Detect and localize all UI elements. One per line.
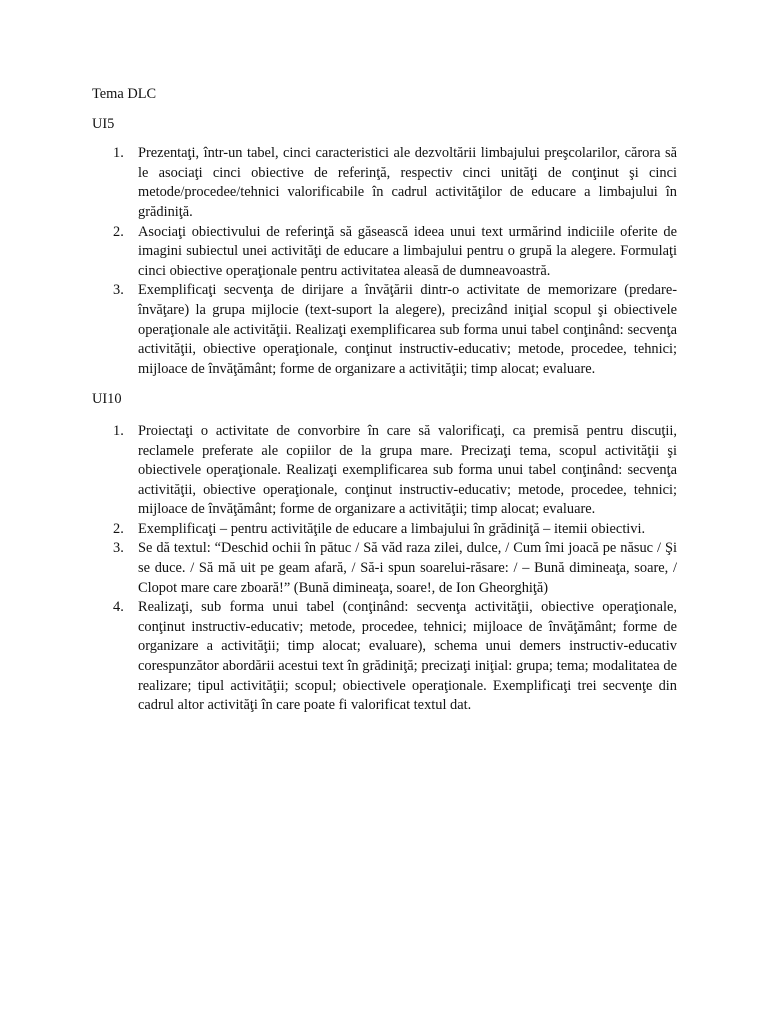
item-number: 2. — [113, 520, 124, 537]
list-item — [92, 598, 677, 716]
item-text: Realizaţi, sub forma unui tabel (conţinând: secvenţa activităţii, obiective operaţionale, conţinut instructiv-educativ; metode, procedee, tehnici; mijloace de învăţământ; forme de organizare a activităţii; timp alocat; evaluare), schema unui demers instructiv-educativ corespunzător abordării acestui text în grădiniţă; precizaţi iniţial: grupa; tema; modalitatea de realizare; tipul activităţii; scopul; obiectivele operaţionale. Exemplificaţi trei secvenţe din cadrul altor activităţi în care poate fi valorificat textul dat. — [138, 599, 677, 714]
item-text: Exemplificaţi – pentru activităţile de educare a limbajului în grădiniţă – itemii obiectivi. — [138, 520, 646, 537]
task-list-ui5 — [92, 144, 677, 379]
section-heading-ui5: UI5 — [92, 115, 115, 132]
item-number: 3. — [113, 540, 124, 557]
list-item — [92, 520, 677, 540]
item-number: 1. — [113, 422, 124, 439]
item-text: Proiectaţi o activitate de convorbire în care să valorificaţi, ca premisă pentru discuţii, reclamele preferate ale copiilor de la grupa mare. Precizaţi tema, scopul activităţii şi obiectivele operaţionale. Realizaţi exemplificarea sub forma unui tabel conţinând: secvenţa activităţii, obiective operaţionale, conţinut instructiv-educativ; metode, procedee, tehnici; mijloace de învăţământ; forme de organizare a activităţii; timp alocat; evaluare. — [138, 422, 677, 518]
item-text: Asociaţi obiectivului de referinţă să găsească ideea unui text urmărind indiciile oferite de imagini subiectul unei activităţi de educare a limbajului pentru o grupă la alegere. Formulaţi cinci obiective operaţionale pentru activitatea aleasă de dumneavoastră. — [138, 223, 677, 279]
list-item — [92, 144, 677, 222]
item-text: Se dă textul: “Deschid ochii în pătuc / Să văd raza zilei, dulce, / Cum îmi joacă pe năsuc / Şi se duce. / Să mă uit pe geam afară, / Să-i spun soarelui-răsare: / – Bună dimineaţa, soare, / Clopot mare care zboară!” (Bună dimineaţa, soare!, de Ion Gheorghiţă) — [138, 540, 677, 596]
list-item — [92, 281, 677, 379]
list-item — [92, 223, 677, 282]
item-text: Exemplificaţi secvenţa de dirijare a învăţării dintr-o activitate de memorizare (predare-învăţare) la grupa mijlocie (text-suport la alegere), precizând iniţial scopul şi obiectivele operaţionale ale activităţii. Realizaţi exemplificarea sub forma unui tabel conţinând: secvenţa activităţii, obiective operaţionale, conţinut instructiv-educativ; metode, procedee, tehnici; mijloace de învăţământ; forme de organizare a activităţii; timp alocat; evaluare. — [138, 282, 677, 377]
task-list-ui10 — [92, 422, 677, 716]
item-number: 2. — [113, 223, 124, 240]
item-number: 4. — [113, 599, 124, 616]
list-item — [92, 539, 677, 598]
item-text: Prezentaţi, într-un tabel, cinci caracteristici ale dezvoltării limbajului preşcolarilor, cărora să le asociaţi cinci obiective de referinţă, respectiv cinci unităţi de conţinut şi cinci metode/procedee/tehnici valorificabile în cadrul activităţilor de educare a limbajului în grădiniţă. — [138, 145, 677, 220]
document-title: Tema DLC — [92, 86, 157, 102]
item-number: 3. — [113, 282, 124, 299]
document-page — [92, 85, 677, 716]
list-item — [92, 422, 677, 520]
item-number: 1. — [113, 145, 124, 162]
section-heading-ui10: UI10 — [92, 391, 122, 408]
